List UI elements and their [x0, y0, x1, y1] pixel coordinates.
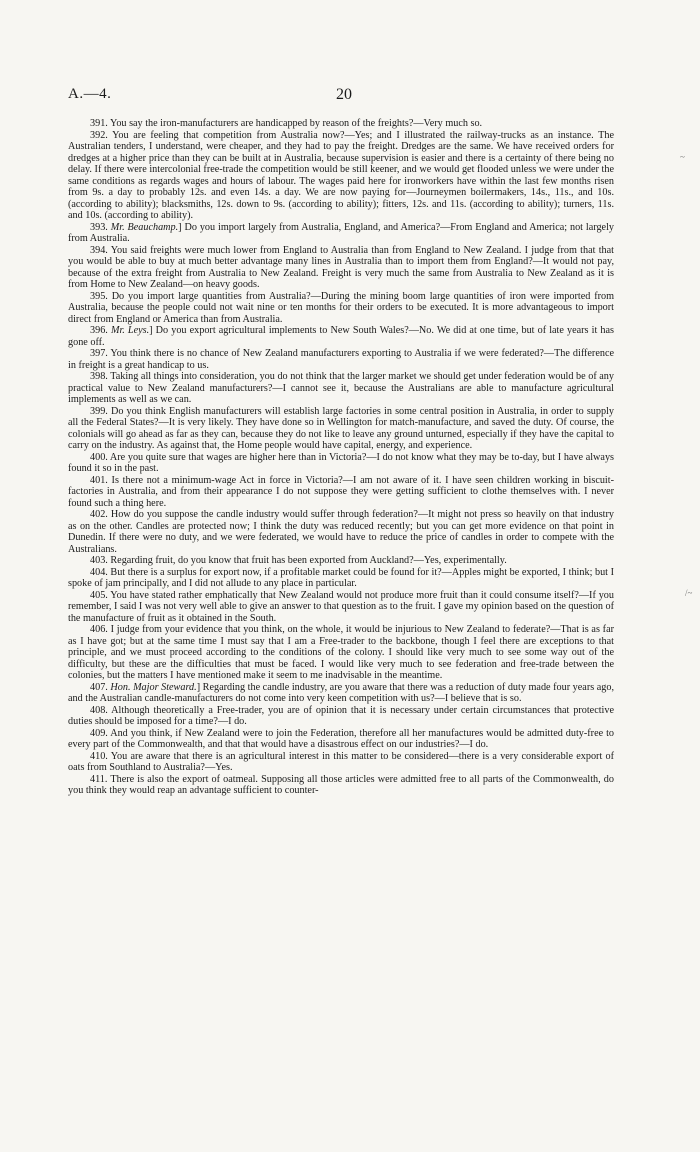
- evidence-paragraph: [68, 475, 614, 510]
- evidence-paragraph: [68, 325, 614, 348]
- paragraph-text: 400. Are you quite sure that wages are higher here than in Victoria?—I do not know what they may be to-day, but I have always found it so in the past.: [68, 451, 614, 474]
- evidence-paragraph: [68, 406, 614, 452]
- evidence-paragraph: [68, 728, 614, 751]
- evidence-paragraph: [68, 118, 614, 130]
- page-header: [68, 86, 638, 106]
- paragraph-text: ] Regarding the candle industry, are you aware that there was a reduction of duty made four years ago, and the Australian candle-manufacturers do not come into very keen competition with us?—I believe that is so.: [68, 681, 615, 704]
- speaker-name: Mr. Beauchamp.: [110, 221, 179, 233]
- question-number: 393.: [90, 221, 111, 233]
- paragraph-text: 406. I judge from your evidence that you think, on the whole, it would be injurious to New Zealand to federate?—That is as far as I have got; but at the same time I must say that I am a Free-trader to the backbone, though I feel there are exceptions to that principle, and we must proceed according to the conditions of the colony. I should like very much to see some way out of the difficulty, but these are the difficulties that must be faced. I would like very much to see federation and free-trade between the colonies, but the matters I have mentioned make it seem to me inadvisable in the meantime.: [68, 624, 614, 681]
- evidence-paragraph: [68, 624, 614, 682]
- evidence-paragraph: [68, 348, 614, 371]
- evidence-paragraph: [68, 555, 614, 567]
- paragraph-text: 404. But there is a surplus for export now, if a profitable market could be found for it?—Apples might be exported, I think; but I spoke of jam principally, and I did not allude to any place in particular.: [68, 566, 614, 589]
- margin-mark: /~: [685, 588, 693, 598]
- paragraph-text: 395. Do you import large quantities from Australia?—During the mining boom large quantities of iron were imported from Australia, because the people could not wait nine or ten months for their orders to be executed. It is more advantageous to import direct from England or America than from Australia.: [68, 290, 614, 325]
- evidence-paragraph: [68, 751, 614, 774]
- paragraph-text: 392. You are feeling that competition from Australia now?—Yes; and I illustrated the railway-trucks as an instance. The Australian tenders, I understand, were cheaper, and they had to pay the freight. Dredges are the same. We have received orders for dredges at a higher price than they can be built at in Australia, because supervision is easier and there is a certainty of there being no delay. If there were intercolonial free-trade the competition would be still keener, and we would get flooded unless we were under the same conditions as regards wages and hours of labour. The wages paid here for ironworkers have within the last few months risen from 9s. a day to probably 12s. and even 14s. a day. We are now paying for—Journeymen boilermakers, 14s., 11s., and 10s. (according to ability); blacksmiths, 12s. down to 9s. (according to ability); fitters, 12s. and 11s. (according to ability); turners, 11s. and 10s. (according to ability).: [68, 129, 614, 221]
- evidence-paragraph: [68, 590, 614, 625]
- evidence-paragraph: [68, 371, 614, 406]
- speaker-name: Hon. Major Steward.: [110, 681, 197, 693]
- paragraph-text: ] Do you export agricultural implements to New South Wales?—No. We did at one time, but of late years it has gone off.: [68, 325, 614, 348]
- speaker-name: Mr. Leys.: [110, 325, 150, 336]
- paragraph-text: 401. Is there not a minimum-wage Act in force in Victoria?—I am not aware of it. I have seen children working in biscuit-factories in Australia, and from their appearance I do not suppose they were getting sufficient to clothe themselves with. I never found such a thing here.: [68, 474, 614, 509]
- paragraph-text: 397. You think there is no chance of New Zealand manufacturers exporting to Australia if we were federated?—The difference in freight is a great handicap to us.: [68, 348, 614, 371]
- evidence-paragraph: [68, 130, 614, 222]
- evidence-paragraph: [68, 291, 614, 326]
- paragraph-text: 394. You said freights were much lower from England to Australia than from England to New Zealand. I judge from that that you would be able to buy at much better advantage many lines in Australia than to import them from England?—It would not pay, because of the extra freight from Australia to New Zealand. Freight is very much the same from Australia to New Zealand as it is from Home to New Zealand—on heavy goods.: [68, 244, 614, 290]
- paragraph-text: 410. You are aware that there is an agricultural interest in this matter to be considered—there is a very considerable export of oats from Southland to Australia?—Yes.: [68, 750, 614, 773]
- paragraph-text: 391. You say the iron-manufacturers are handicapped by reason of the freights?—Very much so.: [90, 118, 483, 129]
- paper-reference: A.—4.: [68, 86, 112, 102]
- paragraph-text: 402. How do you suppose the candle industry would suffer through federation?—It might not press so heavily on that industry as on the other. Candles are protected now; I think the duty was reduced recently; but you can get more evidence on that point in Dunedin. If there were no duty, and we were federated, we would have to reduce the price of candles in order to compete with the Australians.: [68, 509, 614, 555]
- evidence-paragraph: [68, 452, 614, 475]
- evidence-paragraph: [68, 222, 614, 245]
- paragraph-text: 409. And you think, if New Zealand were to join the Federation, therefore all her manufactures would be admitted duty-free to every part of the Commonwealth, and that that would have a disastrous effect on our industries?—I do.: [68, 727, 614, 750]
- paragraph-text: ] Do you import largely from Australia, England, and America?—From England and America; not largely from Australia.: [68, 221, 615, 244]
- page-number: 20: [336, 86, 352, 103]
- paragraph-text: 411. There is also the export of oatmeal. Supposing all those articles were admitted free to all parts of the Commonwealth, do you think they would reap an advantage sufficient to counter-: [68, 773, 614, 796]
- paragraph-text: 399. Do you think English manufacturers will establish large factories in some central position in Australia, in order to supply all the Federal States?—It is very likely. They have done so in Wellington for match-manufacture, and saved the duty. Of course, the colonials will go ahead as far as they can, because they do not like to leave any ground unturned, especially if they have the capital to carry on the industry. As against that, the Home people would have capital, energy, and experience.: [68, 405, 614, 451]
- evidence-paragraph: [68, 567, 614, 590]
- evidence-paragraph: [68, 705, 614, 728]
- evidence-text: [68, 118, 614, 797]
- paragraph-text: 408. Although theoretically a Free-trader, you are of opinion that it is necessary under certain circumstances that protective duties should be imposed for a time?—I do.: [68, 704, 614, 727]
- margin-mark: ~: [680, 152, 685, 162]
- paragraph-text: 405. You have stated rather emphatically that New Zealand would not produce more fruit than it could consume itself?—If you remember, I said I was not very well able to give an answer to that question as to the fruit. I gave my opinion based on the question of the manufacture of fruit as it obtained in the South.: [68, 589, 614, 624]
- evidence-paragraph: [68, 682, 614, 705]
- question-number: 396.: [90, 325, 111, 336]
- question-number: 407.: [90, 681, 111, 693]
- paragraph-text: 398. Taking all things into consideration, you do not think that the larger market we should get under federation would be of any practical value to New Zealand manufacturers?—I cannot see it, because the Australians are able to manufacture agricultural implements as well as we can.: [68, 371, 614, 405]
- evidence-paragraph: [68, 245, 614, 291]
- evidence-paragraph: [68, 774, 614, 797]
- paragraph-text: 403. Regarding fruit, do you know that fruit has been exported from Auckland?—Yes, experimentally.: [90, 555, 507, 566]
- evidence-paragraph: [68, 509, 614, 555]
